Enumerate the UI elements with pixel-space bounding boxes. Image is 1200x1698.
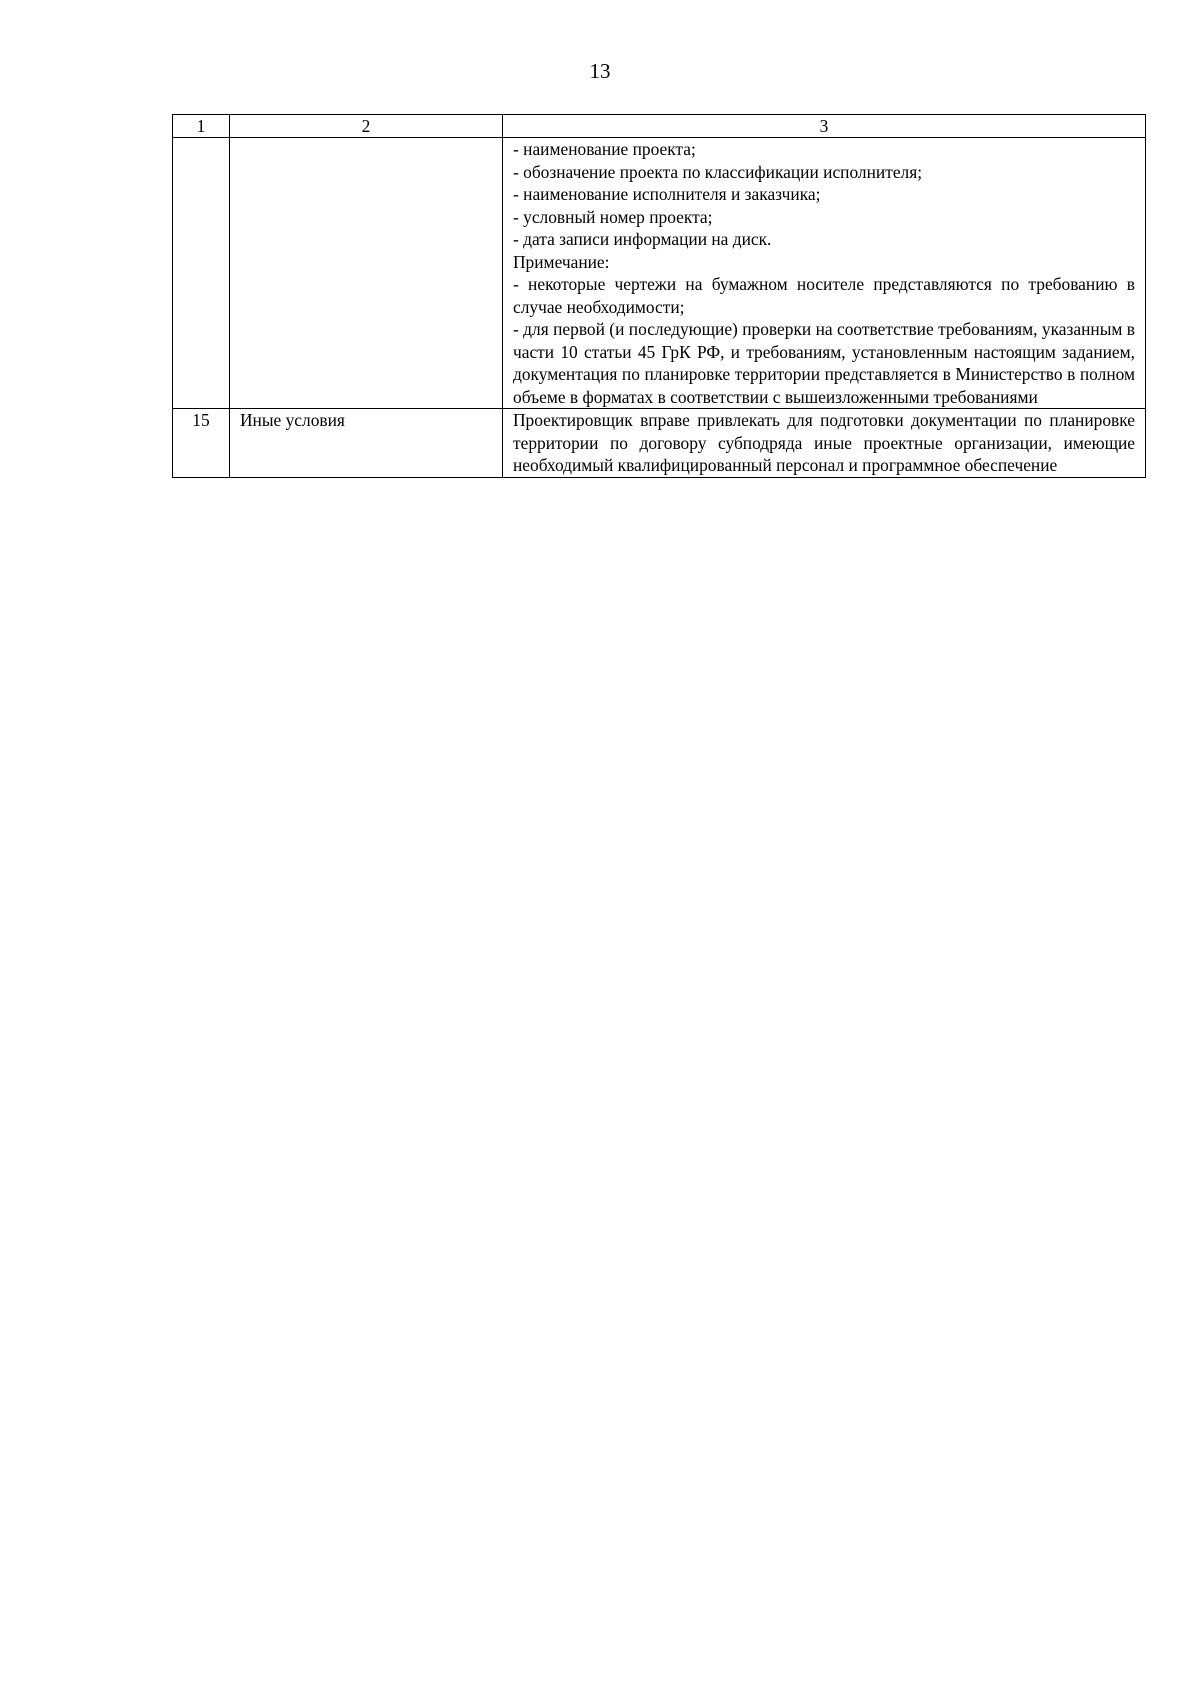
row-number-cell: 15 [173, 409, 230, 478]
requirements-table [172, 114, 1146, 478]
row-number-cell [173, 138, 230, 409]
row-paragraph: Проектировщик вправе привлекать для подготовки документации по планировке территории по договору субподряда иные проектные организации, имеющие необходимый квалифицированный персонал и программное обеспечение [513, 410, 1135, 475]
table-row [173, 138, 1146, 409]
header-cell-2: 2 [230, 115, 503, 138]
note-paragraph: - для первой (и последующие) проверки на соответствие требованиям, указанным в части 10 статьи 45 ГрК РФ, и требованиям, установленным настоящим заданием, документация по планировке территории представляется в Министерство в полном объеме в форматах в соответствии с вышеизложенными требованиями [513, 319, 1135, 407]
table-row [173, 409, 1146, 478]
table-header-row [173, 115, 1146, 138]
row-name-cell [230, 138, 503, 409]
note-heading: Примечание: [513, 251, 610, 272]
row-content-cell [503, 138, 1146, 409]
header-cell-3: 3 [503, 115, 1146, 138]
list-item: - наименование проекта; [513, 139, 696, 159]
note-paragraph: - некоторые чертежи на бумажном носителе представляются по требованию в случае необходимости; [513, 274, 1135, 317]
header-cell-1: 1 [173, 115, 230, 138]
list-item: - обозначение проекта по классификации исполнителя; [513, 161, 923, 182]
list-item: - дата записи информации на диск. [513, 229, 772, 249]
list-item: - условный номер проекта; [513, 206, 713, 227]
row-content-cell [503, 409, 1146, 478]
page-number: 13 [589, 59, 611, 83]
row-name-cell: Иные условия [230, 409, 503, 478]
list-item: - наименование исполнителя и заказчика; [513, 184, 821, 204]
